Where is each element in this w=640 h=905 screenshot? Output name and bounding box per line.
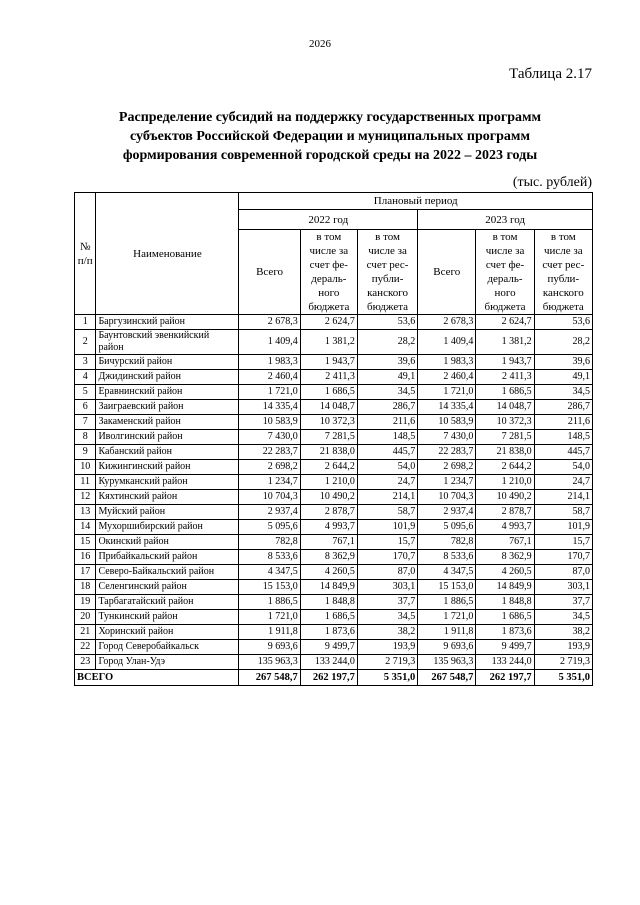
row-name: Город Улан-Удэ: [96, 655, 239, 670]
federal-2023: 1 686,5: [476, 385, 534, 400]
row-number: 11: [75, 475, 96, 490]
republic-2022: 211,6: [357, 415, 417, 430]
header-year-2023: 2023 год: [418, 210, 593, 230]
total-2022: 135 963,3: [239, 655, 300, 670]
row-number: 2: [75, 330, 96, 355]
total-2022: 1 983,3: [239, 355, 300, 370]
republic-2023: 148,5: [534, 430, 592, 445]
table-row: [75, 520, 593, 535]
total-2022: 7 430,0: [239, 430, 300, 445]
row-number: 16: [75, 550, 96, 565]
total-2023: 1 911,8: [418, 625, 476, 640]
total-2023: 9 693,6: [418, 640, 476, 655]
federal-2022: 2 624,7: [300, 315, 357, 330]
table-row: [75, 505, 593, 520]
federal-2022: 14 048,7: [300, 400, 357, 415]
total-2022: 5 095,6: [239, 520, 300, 535]
republic-2023: 286,7: [534, 400, 592, 415]
total-2023: 8 533,6: [418, 550, 476, 565]
total-2023: 1 409,4: [418, 330, 476, 355]
total-2022: 1 721,0: [239, 610, 300, 625]
total-2022: 2 698,2: [239, 460, 300, 475]
row-number: 15: [75, 535, 96, 550]
row-name: Город Северобайкальск: [96, 640, 239, 655]
row-name: Баунтовский эвенкийский район: [96, 330, 239, 355]
republic-2023: 193,9: [534, 640, 592, 655]
row-number: 8: [75, 430, 96, 445]
row-number: 10: [75, 460, 96, 475]
federal-2023: 2 644,2: [476, 460, 534, 475]
federal-2022: 10 372,3: [300, 415, 357, 430]
header-federal-2023: в том числе за счет фе- дераль- ного бюджета: [476, 230, 534, 315]
total-2022: 1 911,8: [239, 625, 300, 640]
total-2023: 22 283,7: [418, 445, 476, 460]
republic-2022: 53,6: [357, 315, 417, 330]
republic-2022: 170,7: [357, 550, 417, 565]
row-number: 23: [75, 655, 96, 670]
total-2023: 1 886,5: [418, 595, 476, 610]
republic-2023: 15,7: [534, 535, 592, 550]
total-2022: 2 460,4: [239, 370, 300, 385]
federal-2022: 767,1: [300, 535, 357, 550]
table-row: [75, 355, 593, 370]
federal-2023: 1 381,2: [476, 330, 534, 355]
table-row: [75, 330, 593, 355]
republic-2022: 193,9: [357, 640, 417, 655]
header-federal-2022: в том числе за счет фе- дераль- ного бюджета: [300, 230, 357, 315]
republic-2023: 49,1: [534, 370, 592, 385]
republic-2023: 5 351,0: [534, 670, 592, 686]
republic-2022: 87,0: [357, 565, 417, 580]
total-2023: 267 548,7: [418, 670, 476, 686]
row-name: Прибайкальский район: [96, 550, 239, 565]
total-2022: 15 153,0: [239, 580, 300, 595]
table-row: [75, 625, 593, 640]
federal-2022: 1 943,7: [300, 355, 357, 370]
total-2023: 2 460,4: [418, 370, 476, 385]
federal-2022: 2 878,7: [300, 505, 357, 520]
row-name: Джидинский район: [96, 370, 239, 385]
federal-2022: 4 260,5: [300, 565, 357, 580]
row-number: 17: [75, 565, 96, 580]
federal-2023: 2 411,3: [476, 370, 534, 385]
republic-2022: 37,7: [357, 595, 417, 610]
federal-2022: 10 490,2: [300, 490, 357, 505]
republic-2022: 39,6: [357, 355, 417, 370]
federal-2022: 1 873,6: [300, 625, 357, 640]
federal-2023: 1 210,0: [476, 475, 534, 490]
republic-2022: 58,7: [357, 505, 417, 520]
total-row: [75, 670, 593, 686]
row-name: Кабанский район: [96, 445, 239, 460]
republic-2022: 49,1: [357, 370, 417, 385]
federal-2023: 9 499,7: [476, 640, 534, 655]
total-2023: 1 721,0: [418, 385, 476, 400]
total-2023: 14 335,4: [418, 400, 476, 415]
republic-2023: 38,2: [534, 625, 592, 640]
row-name: Хоринский район: [96, 625, 239, 640]
republic-2023: 34,5: [534, 385, 592, 400]
row-name: Курумканский район: [96, 475, 239, 490]
table-row: [75, 595, 593, 610]
title-line: субъектов Российской Федерации и муниципальных программ: [130, 129, 530, 144]
federal-2023: 262 197,7: [476, 670, 534, 686]
republic-2023: 2 719,3: [534, 655, 592, 670]
row-number: 12: [75, 490, 96, 505]
row-number: 19: [75, 595, 96, 610]
total-2022: 1 886,5: [239, 595, 300, 610]
republic-2023: 87,0: [534, 565, 592, 580]
republic-2022: 5 351,0: [357, 670, 417, 686]
republic-2022: 2 719,3: [357, 655, 417, 670]
total-2022: 9 693,6: [239, 640, 300, 655]
table-row: [75, 415, 593, 430]
row-name: Иволгинский район: [96, 430, 239, 445]
table-row: [75, 475, 593, 490]
table-row: [75, 445, 593, 460]
header-year-2022: 2022 год: [239, 210, 418, 230]
federal-2023: 4 993,7: [476, 520, 534, 535]
federal-2023: 767,1: [476, 535, 534, 550]
table-row: [75, 490, 593, 505]
total-2022: 10 583,9: [239, 415, 300, 430]
total-2023: 1 721,0: [418, 610, 476, 625]
federal-2023: 1 848,8: [476, 595, 534, 610]
republic-2023: 28,2: [534, 330, 592, 355]
total-2022: 782,8: [239, 535, 300, 550]
federal-2022: 2 411,3: [300, 370, 357, 385]
header-plan-period: Плановый период: [239, 193, 593, 210]
total-2022: 22 283,7: [239, 445, 300, 460]
row-name: Бичурский район: [96, 355, 239, 370]
table-row: [75, 565, 593, 580]
total-2023: 5 095,6: [418, 520, 476, 535]
total-2022: 2 937,4: [239, 505, 300, 520]
row-number: 13: [75, 505, 96, 520]
row-name: Тункинский район: [96, 610, 239, 625]
federal-2023: 2 624,7: [476, 315, 534, 330]
republic-2022: 34,5: [357, 610, 417, 625]
table-row: [75, 370, 593, 385]
federal-2022: 2 644,2: [300, 460, 357, 475]
total-2022: 4 347,5: [239, 565, 300, 580]
republic-2023: 37,7: [534, 595, 592, 610]
table-title: [80, 108, 580, 165]
republic-2022: 148,5: [357, 430, 417, 445]
federal-2023: 1 943,7: [476, 355, 534, 370]
table-row: [75, 580, 593, 595]
federal-2022: 133 244,0: [300, 655, 357, 670]
total-2023: 1 983,3: [418, 355, 476, 370]
total-2022: 1 409,4: [239, 330, 300, 355]
table-row: [75, 460, 593, 475]
federal-2022: 1 848,8: [300, 595, 357, 610]
republic-2023: 445,7: [534, 445, 592, 460]
republic-2022: 38,2: [357, 625, 417, 640]
total-2022: 1 234,7: [239, 475, 300, 490]
republic-2022: 28,2: [357, 330, 417, 355]
table-row: [75, 535, 593, 550]
republic-2022: 24,7: [357, 475, 417, 490]
federal-2023: 4 260,5: [476, 565, 534, 580]
total-2022: 8 533,6: [239, 550, 300, 565]
row-number: 14: [75, 520, 96, 535]
republic-2023: 54,0: [534, 460, 592, 475]
table-row: [75, 550, 593, 565]
federal-2022: 21 838,0: [300, 445, 357, 460]
federal-2023: 21 838,0: [476, 445, 534, 460]
republic-2022: 15,7: [357, 535, 417, 550]
republic-2022: 445,7: [357, 445, 417, 460]
total-2023: 15 153,0: [418, 580, 476, 595]
federal-2022: 1 686,5: [300, 610, 357, 625]
federal-2022: 14 849,9: [300, 580, 357, 595]
total-2022: 10 704,3: [239, 490, 300, 505]
republic-2023: 24,7: [534, 475, 592, 490]
table-body: [75, 315, 593, 686]
row-number: 20: [75, 610, 96, 625]
total-2023: 782,8: [418, 535, 476, 550]
title-line: Распределение субсидий на поддержку государственных программ: [118, 110, 542, 125]
total-2023: 2 937,4: [418, 505, 476, 520]
federal-2022: 8 362,9: [300, 550, 357, 565]
row-name: Заиграевский район: [96, 400, 239, 415]
page-number: 2026: [309, 38, 331, 50]
total-2023: 1 234,7: [418, 475, 476, 490]
units-note: (тыс. рублей): [512, 175, 592, 190]
table-row: [75, 610, 593, 625]
total-2023: 135 963,3: [418, 655, 476, 670]
republic-2023: 303,1: [534, 580, 592, 595]
republic-2023: 214,1: [534, 490, 592, 505]
table-row: [75, 400, 593, 415]
federal-2022: 9 499,7: [300, 640, 357, 655]
federal-2022: 1 686,5: [300, 385, 357, 400]
republic-2023: 211,6: [534, 415, 592, 430]
federal-2023: 7 281,5: [476, 430, 534, 445]
total-2023: 10 583,9: [418, 415, 476, 430]
total-2022: 2 678,3: [239, 315, 300, 330]
header-republic-2023: в том числе за счет рес- публи- канского бюджета: [534, 230, 592, 315]
row-number: 5: [75, 385, 96, 400]
total-2022: 1 721,0: [239, 385, 300, 400]
total-2023: 7 430,0: [418, 430, 476, 445]
republic-2022: 34,5: [357, 385, 417, 400]
total-label: ВСЕГО: [75, 670, 239, 686]
total-2023: 4 347,5: [418, 565, 476, 580]
subsidy-table: [74, 192, 593, 686]
federal-2023: 10 490,2: [476, 490, 534, 505]
row-name: Закаменский район: [96, 415, 239, 430]
table-row: [75, 315, 593, 330]
republic-2022: 303,1: [357, 580, 417, 595]
federal-2023: 14 849,9: [476, 580, 534, 595]
republic-2023: 58,7: [534, 505, 592, 520]
table-row: [75, 655, 593, 670]
federal-2023: 1 873,6: [476, 625, 534, 640]
total-2023: 2 698,2: [418, 460, 476, 475]
row-name: Кижингинский район: [96, 460, 239, 475]
header-republic-2022: в том числе за счет рес- публи- канского бюджета: [357, 230, 417, 315]
federal-2023: 1 686,5: [476, 610, 534, 625]
republic-2022: 54,0: [357, 460, 417, 475]
header-num: № п/п: [75, 193, 96, 315]
federal-2022: 4 993,7: [300, 520, 357, 535]
federal-2023: 10 372,3: [476, 415, 534, 430]
row-name: Северо-Байкальский район: [96, 565, 239, 580]
header-total-2022: Всего: [239, 230, 300, 315]
row-name: Кяхтинский район: [96, 490, 239, 505]
table-label: Таблица 2.17: [509, 66, 592, 82]
row-name: Окинский район: [96, 535, 239, 550]
row-name: Муйский район: [96, 505, 239, 520]
republic-2022: 286,7: [357, 400, 417, 415]
total-2023: 10 704,3: [418, 490, 476, 505]
row-number: 9: [75, 445, 96, 460]
row-name: Тарбагатайский район: [96, 595, 239, 610]
federal-2023: 8 362,9: [476, 550, 534, 565]
row-number: 7: [75, 415, 96, 430]
table-row: [75, 430, 593, 445]
row-number: 4: [75, 370, 96, 385]
total-2022: 14 335,4: [239, 400, 300, 415]
republic-2022: 214,1: [357, 490, 417, 505]
republic-2023: 39,6: [534, 355, 592, 370]
row-name: Баргузинский район: [96, 315, 239, 330]
row-name: Мухоршибирский район: [96, 520, 239, 535]
row-number: 22: [75, 640, 96, 655]
federal-2022: 262 197,7: [300, 670, 357, 686]
row-number: 1: [75, 315, 96, 330]
row-number: 6: [75, 400, 96, 415]
federal-2022: 7 281,5: [300, 430, 357, 445]
table-row: [75, 385, 593, 400]
federal-2023: 133 244,0: [476, 655, 534, 670]
republic-2023: 53,6: [534, 315, 592, 330]
header-name: Наименование: [96, 193, 239, 315]
row-number: 21: [75, 625, 96, 640]
federal-2022: 1 210,0: [300, 475, 357, 490]
republic-2022: 101,9: [357, 520, 417, 535]
federal-2022: 1 381,2: [300, 330, 357, 355]
republic-2023: 34,5: [534, 610, 592, 625]
republic-2023: 101,9: [534, 520, 592, 535]
header-total-2023: Всего: [418, 230, 476, 315]
federal-2023: 14 048,7: [476, 400, 534, 415]
row-name: Селенгинский район: [96, 580, 239, 595]
republic-2023: 170,7: [534, 550, 592, 565]
row-name: Еравнинский район: [96, 385, 239, 400]
table-row: [75, 640, 593, 655]
title-line: формирования современной городской среды на 2022 – 2023 годы: [122, 148, 538, 163]
federal-2023: 2 878,7: [476, 505, 534, 520]
row-number: 18: [75, 580, 96, 595]
total-2023: 2 678,3: [418, 315, 476, 330]
row-number: 3: [75, 355, 96, 370]
total-2022: 267 548,7: [239, 670, 300, 686]
